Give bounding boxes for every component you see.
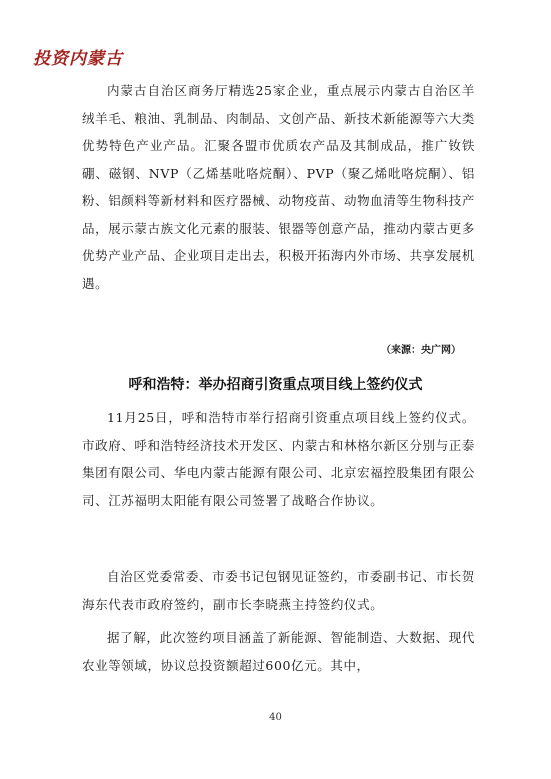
section-title: 投资内蒙古 — [33, 49, 123, 69]
intro-paragraph: 内蒙古自治区商务厅精选25家企业，重点展示内蒙古自治区羊绒羊毛、粮油、乳制品、肉制品、文创产品、新技术新能源等六大类优势特色产业产品。汇聚各盟市优质农产品及其制成品，推广钕铁硼、磁钢、NVP（乙烯基吡咯烷酮）、PVP（聚乙烯吡咯烷酮）、铝粉、铝颜料等新材料和医疗器械、动物疫苗、动物血清等生物科技产品，展示蒙古族文化元素的服装、银器等创意产品，推动内蒙古更多优势产业产品、企业项目走出去，积极开拓海内外市场、共享发展机遇。 — [82, 83, 476, 291]
article-paragraph-2: 自治区党委常委、市委书记包钢见证签约，市委副书记、市长贺海东代表市政府签约，副市长李晓燕主持签约仪式。 — [82, 569, 475, 612]
page-number: 40 — [269, 712, 282, 723]
article-title: 呼和浩特：举办招商引资重点项目线上签约仪式 — [128, 377, 423, 393]
source-note: （来源：央广网） — [381, 345, 461, 356]
article-paragraph-1: 11月25日，呼和浩特市举行招商引资重点项目线上签约仪式。市政府、呼和浩特经济技术开发区、内蒙古和林格尔新区分别与正泰集团有限公司、华电内蒙古能源有限公司、北京宏福控股集团有限公司、江苏福明太阳能有限公司签署了战略合作协议。 — [82, 410, 476, 508]
article-paragraph-3: 据了解，此次签约项目涵盖了新能源、智能制造、大数据、现代农业等领域，协议总投资额超过600亿元。其中， — [82, 630, 475, 673]
